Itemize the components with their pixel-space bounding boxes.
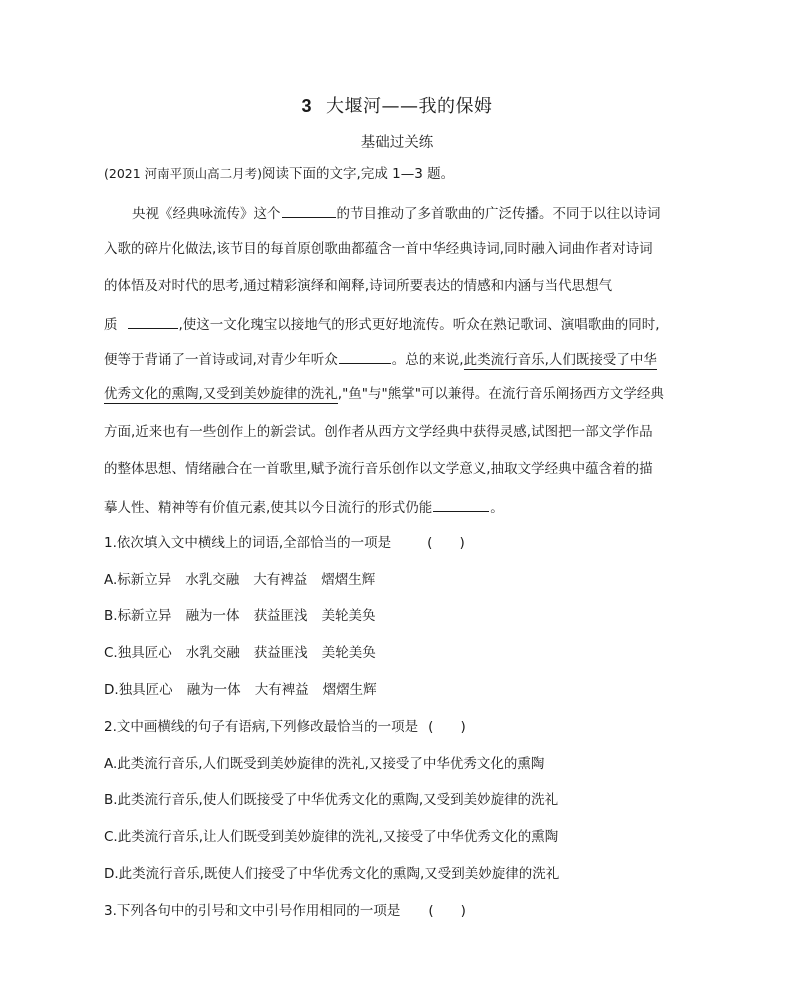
option-word: 美轮美奂 [321,608,376,624]
option-word: 获益匪浅 [253,645,308,661]
question-text: 1.依次填入文中横线上的词语,全部恰当的一项是 [104,535,392,551]
passage-text: 央视《经典咏流传》这个 [132,206,281,222]
passage-line-4 [104,314,660,334]
question-2-option-c: C.此类流行音乐,让人们既受到美妙旋律的洗礼,又接受了中华优秀文化的熏陶 [104,829,559,845]
answer-paren: ( ) [428,903,466,919]
passage-line-8: 的整体思想、情绪融合在一首歌里,赋予流行音乐创作以文学意义,抽取文学经典中蕴含着的描 [104,461,653,477]
option-word: 大有裨益 [253,572,308,588]
passage-text: 。总的来说, [391,352,464,368]
fill-blank-1 [282,203,336,218]
fill-blank-4 [433,497,489,512]
passage-text: 的节目推动了多首歌曲的广泛传播。不同于以往以诗词 [336,206,661,222]
passage-text: 质 [104,317,118,333]
passage-line-9 [104,497,504,517]
question-2-option-b: B.此类流行音乐,使人们既接受了中华优秀文化的熏陶,又受到美妙旋律的洗礼 [104,792,559,808]
option-label: B. [104,608,118,624]
option-word: 熠熠生辉 [322,682,377,698]
passage-line-7: 方面,近来也有一些创作上的新尝试。创作者从西方文学经典中获得灵感,试图把一部文学作品 [104,424,653,440]
passage-text: 。 [490,500,504,516]
option-label: D. [104,682,119,698]
question-2-stem [104,718,466,736]
question-1-stem [104,534,465,552]
answer-paren: ( ) [428,719,466,735]
lesson-title-text: 大堰河——我的保姆 [326,96,493,117]
option-word: 融为一体 [185,608,240,624]
question-3-stem [104,902,466,920]
question-text: 2.文中画横线的句子有语病,下列修改最恰当的一项是 [104,719,419,735]
option-word: 独具匠心 [117,645,172,661]
question-2-option-d: D.此类流行音乐,既使人们接受了中华优秀文化的熏陶,又受到美妙旋律的洗礼 [104,866,560,882]
passage-line-1 [132,203,661,223]
option-word: 水乳交融 [185,645,240,661]
question-2-option-a: A.此类流行音乐,人们既受到美妙旋律的洗礼,又接受了中华优秀文化的熏陶 [104,756,545,772]
passage-text: 便等于背诵了一首诗或词,对青少年听众 [104,352,338,368]
option-word: 标新立异 [117,572,172,588]
fill-blank-3 [339,349,391,364]
underlined-sentence-part-2: 优秀文化的熏陶,又受到美妙旋律的洗礼 [104,386,338,402]
source-instruction: 阅读下面的文字,完成 1—3 题。 [262,166,455,182]
lesson-title [0,92,794,118]
option-word: 获益匪浅 [253,608,308,624]
option-word: 美轮美奂 [321,645,376,661]
option-word: 大有裨益 [254,682,309,698]
question-1-option-a [104,571,389,589]
question-1-option-c [104,644,390,662]
passage-text: ,"鱼"与"熊掌"可以兼得。在流行音乐阐扬西方文学经典 [337,386,664,402]
option-word: 水乳交融 [185,572,240,588]
passage-line-2: 入歌的碎片化做法,该节目的每首原创歌曲都蕴含一首中华经典诗词,同时融入词曲作者对诗词 [104,241,653,257]
option-word: 独具匠心 [118,682,173,698]
question-1-option-b [104,607,390,625]
underlined-sentence-part-1: 此类流行音乐,人们既接受了中华 [463,352,657,368]
answer-paren: ( ) [427,535,465,551]
passage-line-6 [104,385,664,403]
option-word: 熠熠生辉 [321,572,376,588]
source-label: (2021 河南平顶山高二月考) [104,166,263,181]
fill-blank-2 [128,314,178,329]
option-label: C. [104,645,118,661]
section-subtitle: 基础过关练 [360,135,434,151]
source-line [104,165,454,183]
question-text: 3.下列各句中的引号和文中引号作用相同的一项是 [104,903,401,919]
passage-line-3: 的体悟及对时代的思考,通过精彩演绎和阐释,诗词所要表达的情感和内涵与当代思想气 [104,278,613,294]
option-label: A. [104,572,118,588]
passage-line-5 [104,349,657,369]
lesson-number: 3 [301,96,312,116]
question-1-option-d [104,681,391,699]
option-word: 融为一体 [186,682,241,698]
passage-text: ,使这一文化瑰宝以接地气的形式更好地流传。听众在熟记歌词、演唱歌曲的同时, [178,317,660,333]
option-word: 标新立异 [117,608,172,624]
passage-text: 摹人性、精神等有价值元素,使其以今日流行的形式仍能 [104,500,433,516]
